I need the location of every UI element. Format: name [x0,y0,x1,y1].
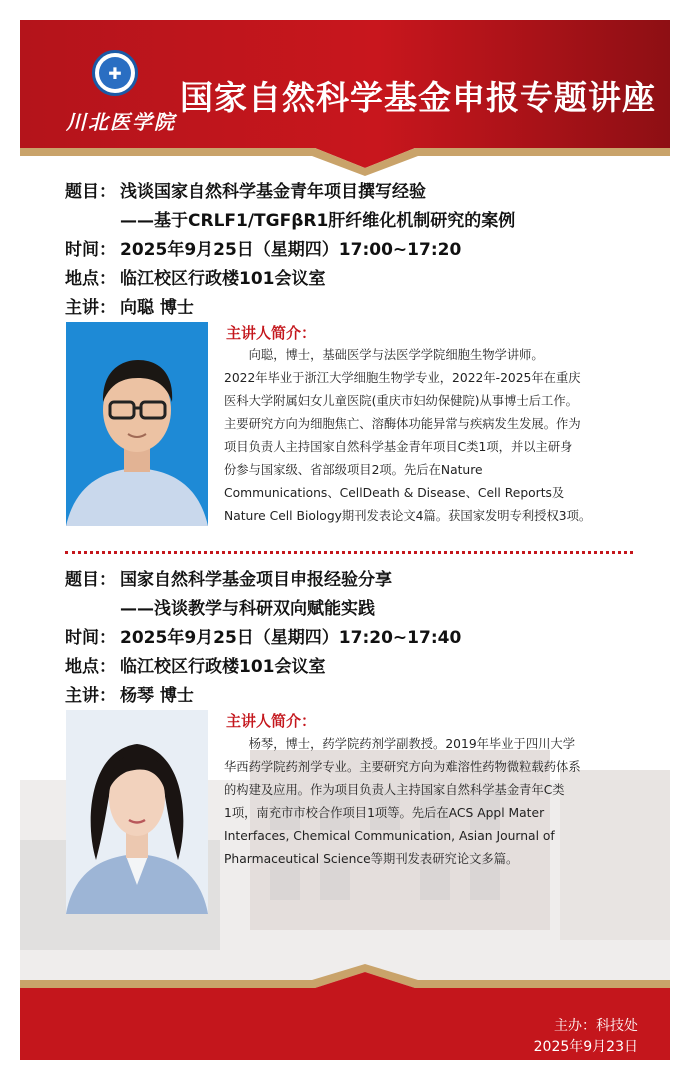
poster-title: 国家自然科学基金申报专题讲座 [180,78,656,117]
talk-1-topic-subtitle: ——基于CRLF1/TGFβR1肝纤维化机制研究的案例 [120,211,516,231]
talk-2-time: 时间： 2025年9月25日（星期四）17:20~17:40 [65,628,462,648]
bio-line: 1项，南充市市校合作项目1项等。先后在ACS Appl Mater [224,806,545,820]
footer-banner [20,960,670,1060]
speaker-2-bio [224,733,633,871]
talk-1-speaker: 主讲： 向聪 博士 [65,298,194,318]
talk-1-topic: 题目： 浅谈国家自然科学基金青年项目撰写经验 [65,182,426,202]
bio-line: 的构建及应用。作为项目负责人主持国家自然科学基金青年C类 [224,783,565,797]
section-divider [65,551,633,554]
speaker-2-photo [66,710,208,914]
talk-2-place: 地点： 临江校区行政楼101会议室 [65,657,326,677]
poster [20,20,670,1060]
bio-line: Nature Cell Biology期刊发表论文4篇。获国家发明专利授权3项。 [224,509,592,523]
publish-date: 2025年9月23日 [533,1039,638,1055]
bio-line: 华西药学院药剂学专业。主要研究方向为难溶性药物微粒载药体系 [224,760,581,774]
talk-1-info [65,178,515,323]
college-emblem-icon: ✚ [92,50,138,96]
talk-1-place: 地点： 临江校区行政楼101会议室 [65,269,326,289]
bio-line: 主要研究方向为细胞焦亡、溶酶体功能异常与疾病发生发展。作为 [224,417,581,431]
bio-line: 份参与国家级、省部级项目2项。先后在Nature [224,463,483,477]
bio-line: 医科大学附属妇女儿童医院(重庆市妇幼保健院)从事博士后工作。 [224,394,578,408]
bio-line: Interfaces, Chemical Communication, Asian Journal of [224,829,555,843]
bio-line: 2022年毕业于浙江大学细胞生物学专业，2022年-2025年在重庆 [224,371,581,385]
speaker-1-bio-title: 主讲人简介： [226,324,317,342]
organizer: 主办：科技处 [554,1018,638,1034]
bio-line: 杨琴，博士，药学院药剂学副教授。2019年毕业于四川大学 [248,737,576,751]
bio-line: 项目负责人主持国家自然科学基金青年项目C类1项，并以主研身 [224,440,573,454]
talk-1-time: 时间： 2025年9月25日（星期四）17:00~17:20 [65,240,462,260]
college-logo-text: 川北医学院 [66,110,176,134]
bio-line: Communications、CellDeath & Disease、Cell Reports及 [224,486,565,500]
talk-2-speaker: 主讲： 杨琴 博士 [65,686,194,706]
speaker-2-bio-title: 主讲人简介： [226,712,317,730]
bio-line: 向聪，博士，基础医学与法医学学院细胞生物学讲师。 [248,348,544,362]
bio-line: Pharmaceutical Science等期刊发表研究论文多篇。 [224,852,519,866]
speaker-1-photo [66,322,208,526]
talk-2-topic: 题目： 国家自然科学基金项目申报经验分享 [65,570,392,590]
talk-2-info [65,566,461,711]
talk-2-topic-subtitle: ——浅谈教学与科研双向赋能实践 [120,599,375,619]
speaker-1-bio [224,344,633,528]
header-banner [20,20,670,180]
